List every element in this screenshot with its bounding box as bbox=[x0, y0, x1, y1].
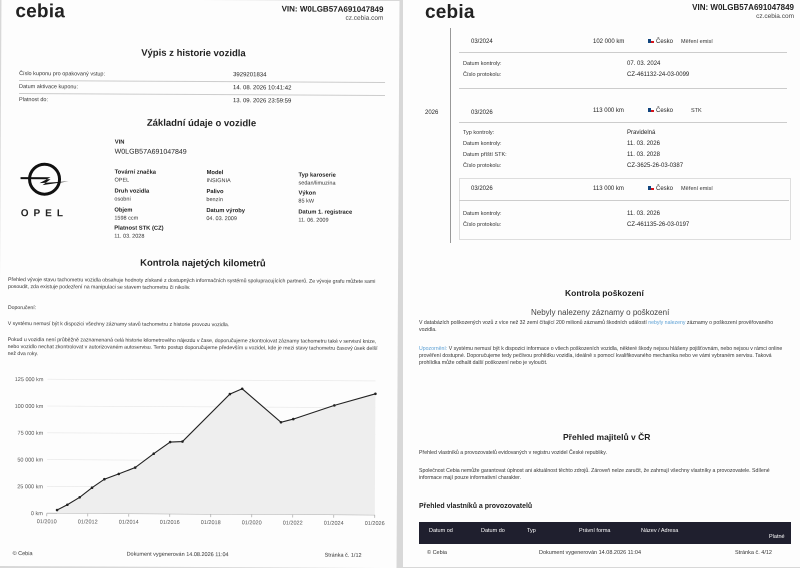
mileage-point bbox=[229, 393, 232, 396]
record-country: Česko bbox=[648, 39, 673, 45]
detail-value: Pravidelná bbox=[627, 130, 655, 136]
coupon-label: Číslo kuponu pro opakovaný vstup: bbox=[19, 71, 105, 77]
model-label: Model bbox=[207, 170, 224, 176]
cebia-logo: cebia bbox=[425, 2, 475, 24]
km-intro-paragraph: Přehled vývoje stavu tachometru vozidla obsahuje hodnoty získané z dostupných informačních systémů spolupracujících partnerů. Ze vývoje grafu můžete sami posoudit, zda existuje podezření na manipulaci se stavem tachometru či nikoliv. bbox=[8, 277, 386, 293]
record-date: 03/2026 bbox=[471, 110, 493, 116]
owners-disclaimer: Společnost Cebia nemůže garantovat úplnost ani aktuálnost těchto zdrojů. Zároveň nelze zaručit, že zahrnují všechny vlastníky a provozovatele. Sdílené informace mají pouze informativní charakter. bbox=[419, 468, 791, 482]
detail-label: Číslo protokolu: bbox=[463, 163, 501, 169]
y-tick-label: 0 km bbox=[31, 511, 43, 517]
detail-label: Číslo protokolu: bbox=[463, 222, 501, 228]
mileage-point bbox=[169, 441, 172, 444]
record-km: 113 000 km bbox=[593, 186, 624, 192]
recommendation-paragraph: V systému nemusí být k dispozici všechny záznamy stavů tachometru z historie provozu vozidla. bbox=[8, 321, 386, 330]
registration-value: 11. 06. 2009 bbox=[298, 218, 328, 224]
activation-label: Datum aktivace kuponu: bbox=[19, 84, 78, 90]
owners-paragraph: Přehled vlastníků a provozovatelů evidovaných v registru vozidel České republiky. bbox=[419, 450, 791, 457]
owners-subtitle: Přehled vlastníků a provozovatelů bbox=[419, 503, 532, 510]
footer-generated: Dokument vygenerován 14.08.2026 11:04 bbox=[127, 552, 229, 559]
page-title: Výpis z historie vozidla bbox=[141, 48, 246, 60]
footer-generated: Dokument vygenerován 14.08.2026 11:04 bbox=[539, 550, 641, 556]
tachometer-advice-paragraph: Pokud u vozidla není průběžně zaznamenaná celá historie kilometrového nájezdu v čase, doporučujeme zkontrolovat záznamy tachometru také v servisní knize, nebo vozidlo nechat zkontrolovat v autorizovaném autoservisu. Tento postup doporučujeme především u vozidel, kde je mezi stavy tachometru časový úsek delší než dva roky. bbox=[8, 337, 386, 361]
mileage-point bbox=[152, 452, 155, 455]
damage-check-title: Kontrola poškození bbox=[565, 288, 644, 298]
mileage-point bbox=[56, 509, 59, 512]
detail-label: Datum příští STK: bbox=[463, 152, 507, 158]
x-tick-label: 01/2020 bbox=[242, 520, 262, 526]
x-tick-label: 01/2018 bbox=[201, 520, 221, 526]
header-site: cz.cebia.com bbox=[756, 13, 794, 20]
mileage-point bbox=[333, 404, 336, 407]
y-tick-label: 50 000 km bbox=[17, 457, 43, 463]
mileage-point bbox=[117, 473, 120, 476]
detail-value: 11. 03. 2026 bbox=[627, 211, 660, 217]
damage-warning-paragraph: Upozornění: V systému nemusí být k dispozici informace o všech poškozeních vozidla, některé škody nejsou hlášeny pojišťovnám, nebo nejsou v rámci online prověření dostupné. Doporučujeme tedy pečlivou prohlídku vozidla, ideálně s pomocí kvalifikovaného mechanika nebo ve vámi vybraném servisu. Taková prohlídka může odhalit další poškození nebo je vyloučit. bbox=[419, 346, 791, 368]
detail-label: Číslo protokolu: bbox=[463, 72, 501, 78]
y-tick-label: 100 000 km bbox=[15, 404, 44, 410]
not-found-highlight: nebyly nalezeny bbox=[648, 320, 685, 326]
stk-value: 11. 03. 2028 bbox=[114, 234, 144, 240]
cebia-logo: cebia bbox=[15, 1, 65, 23]
x-tick-label: 01/2026 bbox=[365, 521, 385, 527]
record-type: STK bbox=[691, 108, 702, 114]
x-tick-label: 01/2012 bbox=[78, 519, 98, 525]
mileage-point bbox=[280, 421, 283, 424]
czech-flag-icon bbox=[648, 186, 654, 190]
opel-emblem-icon bbox=[14, 159, 74, 199]
detail-value: 11. 03. 2026 bbox=[627, 141, 660, 147]
mileage-point bbox=[66, 503, 69, 506]
record-date: 03/2026 bbox=[471, 186, 493, 192]
report-page-4 bbox=[403, 0, 800, 567]
validity-label: Platnost do: bbox=[19, 97, 48, 103]
mileage-point bbox=[292, 418, 295, 421]
col-name-address: Název / Adresa bbox=[641, 528, 678, 534]
vin-label: VIN bbox=[115, 140, 125, 146]
vin-value: W0LGB57A691047849 bbox=[115, 149, 187, 156]
mileage-point bbox=[91, 486, 94, 489]
mileage-point bbox=[134, 466, 137, 469]
record-type: Měření emisí bbox=[681, 186, 713, 192]
record-km: 113 000 km bbox=[593, 108, 624, 114]
y-tick-label: 125 000 km bbox=[15, 377, 44, 383]
footer-copyright: © Cebia bbox=[13, 551, 33, 557]
czech-flag-icon bbox=[648, 108, 654, 112]
owners-table-header bbox=[419, 522, 791, 544]
col-date-to: Datum do bbox=[481, 528, 505, 534]
mileage-point bbox=[374, 392, 377, 395]
mileage-point bbox=[181, 440, 184, 443]
year-label: 2026 bbox=[425, 110, 438, 116]
vehicle-type-value: osobní bbox=[114, 197, 131, 203]
detail-label: Datum kontroly: bbox=[463, 141, 502, 147]
mileage-point bbox=[103, 478, 106, 481]
opel-wordmark: OPEL bbox=[14, 208, 74, 219]
detail-label: Datum kontroly: bbox=[463, 61, 502, 67]
body-value: sedan/limuzína bbox=[299, 181, 336, 187]
make-label: Tovární značka bbox=[115, 170, 156, 176]
x-tick-label: 01/2010 bbox=[37, 519, 57, 525]
record-date: 03/2024 bbox=[471, 39, 493, 45]
damage-subtitle: Nebyly nalezeny záznamy o poškození bbox=[531, 308, 669, 317]
record-country: Česko bbox=[648, 186, 673, 192]
detail-value: CZ-461135-26-03-0197 bbox=[627, 222, 689, 228]
made-label: Datum výroby bbox=[206, 208, 245, 214]
col-date-from: Datum od bbox=[429, 528, 453, 534]
body-label: Typ karoserie bbox=[299, 173, 336, 179]
header-site: cz.cebia.com bbox=[345, 15, 383, 22]
y-gridline bbox=[47, 379, 375, 381]
footer-page-number: Stránka č. 4/12 bbox=[735, 550, 772, 556]
power-label: Výkon bbox=[298, 191, 315, 197]
x-tick-label: 01/2022 bbox=[283, 520, 303, 526]
footer-copyright: © Cebia bbox=[427, 550, 447, 556]
owners-title: Přehled majitelů v ČR bbox=[563, 432, 650, 442]
made-value: 04. 03. 2009 bbox=[206, 216, 237, 222]
make-value: OPEL bbox=[115, 178, 130, 184]
x-tick-label: 01/2014 bbox=[119, 520, 139, 526]
y-tick-label: 75 000 km bbox=[18, 431, 44, 437]
mileage-chart bbox=[0, 371, 398, 531]
detail-value: CZ-461132-24-03-0099 bbox=[627, 72, 689, 78]
volume-label: Objem bbox=[114, 208, 132, 214]
detail-value: 11. 03. 2028 bbox=[627, 152, 660, 158]
fuel-value: benzín bbox=[206, 197, 223, 203]
y-gridline bbox=[47, 406, 375, 408]
detail-value: CZ-3625-26-03-0387 bbox=[627, 163, 683, 169]
activation-value: 14. 08. 2026 10:41:42 bbox=[233, 85, 291, 91]
opel-logo bbox=[14, 159, 74, 219]
czech-flag-icon bbox=[648, 39, 654, 43]
record-type: Měření emisí bbox=[681, 39, 713, 45]
col-type: Typ bbox=[527, 528, 536, 534]
report-page-1 bbox=[0, 0, 399, 568]
power-value: 85 kW bbox=[298, 199, 314, 205]
x-tick-label: 01/2024 bbox=[324, 521, 344, 527]
km-check-title: Kontrola najetých kilometrů bbox=[140, 258, 266, 270]
record-country: Česko bbox=[648, 108, 673, 114]
validity-value: 13. 09. 2026 23:59:59 bbox=[233, 98, 291, 104]
detail-label: Typ kontroly: bbox=[463, 130, 494, 136]
header-vin: VIN: W0LGB57A691047849 bbox=[692, 3, 794, 12]
detail-label: Datum kontroly: bbox=[463, 211, 502, 217]
col-legal-form: Právní forma bbox=[579, 528, 610, 534]
volume-value: 1598 ccm bbox=[114, 216, 138, 222]
model-value: INSIGNIA bbox=[207, 178, 231, 184]
basic-info-title: Základní údaje o vozidle bbox=[147, 118, 256, 130]
header-vin: VIN: W0LGB57A691047849 bbox=[282, 4, 384, 14]
damage-paragraph: V databázích poškozených vozů z více než 32 zemí čítající 200 milionů záznamů škodních událostí nebyly nalezeny záznamy o poškození prověřovaného vozidla. bbox=[419, 320, 791, 334]
vehicle-type-label: Druh vozidla bbox=[114, 189, 149, 195]
mileage-point bbox=[241, 387, 244, 390]
valid-label: Platné bbox=[769, 534, 785, 540]
fuel-label: Palivo bbox=[206, 189, 223, 195]
mileage-point bbox=[78, 496, 81, 499]
record-km: 102 000 km bbox=[593, 39, 624, 45]
y-tick-label: 25 000 km bbox=[17, 484, 43, 490]
x-tick-label: 01/2016 bbox=[160, 520, 180, 526]
recommendation-label: Doporučení: bbox=[8, 305, 386, 314]
footer-page-number: Stránka č. 1/12 bbox=[325, 553, 362, 559]
registration-label: Datum 1. registrace bbox=[298, 210, 352, 216]
detail-value: 07. 03. 2024 bbox=[627, 61, 660, 67]
stk-label: Platnost STK (CZ) bbox=[114, 226, 163, 232]
record-box bbox=[459, 178, 791, 240]
coupon-value: 3929201834 bbox=[233, 72, 266, 78]
